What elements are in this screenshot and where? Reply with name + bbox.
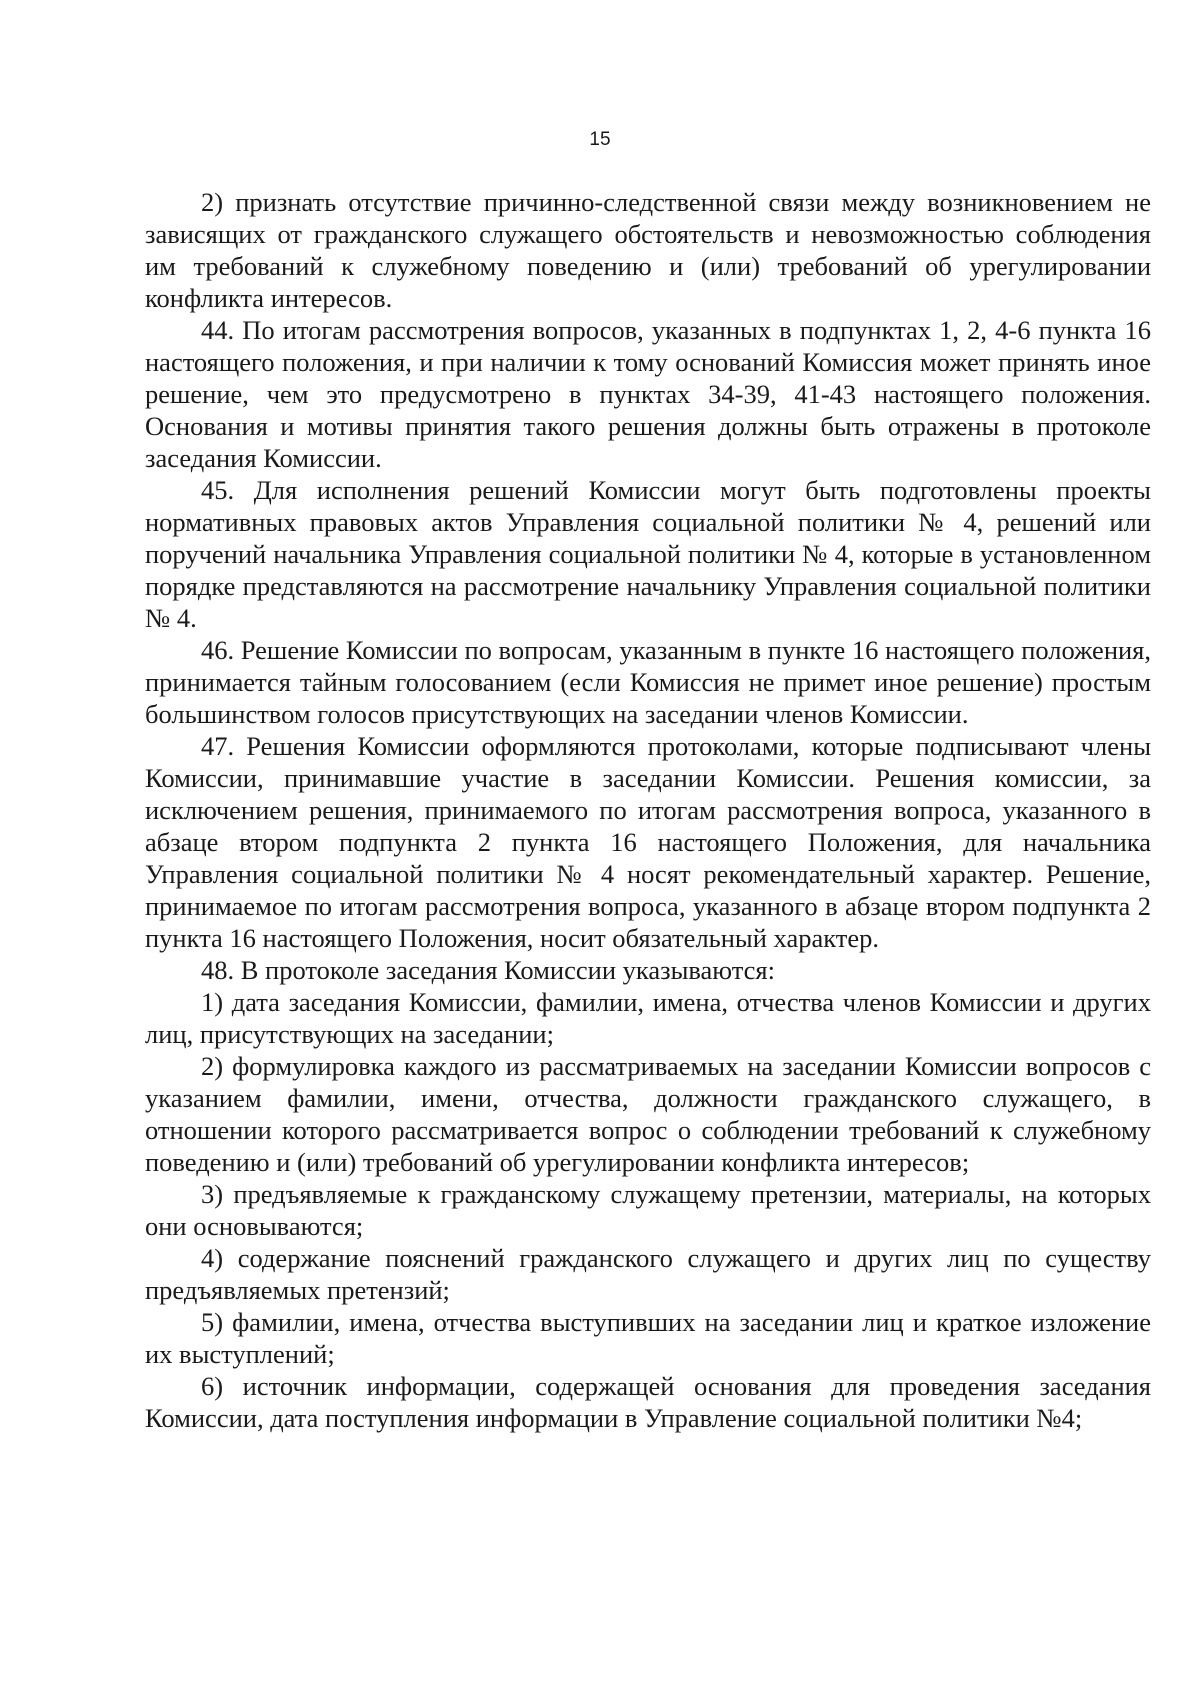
- paragraph-44: 44. По итогам рассмотрения вопросов, указанных в подпунктах 1, 2, 4-6 пункта 16 настоящего положения, и при наличии к тому оснований Комиссия может принять иное решение, чем это предусмотрено в пунктах 34-39, 41-43 настоящего положения. Основания и мотивы принятия такого решения должны быть отражены в протоколе заседания Комиссии.: [145, 315, 1151, 473]
- page-number: 15: [589, 129, 611, 150]
- list-item-2: 2) формулировка каждого из рассматриваемых на заседании Комиссии вопросов с указанием фамилии, имени, отчества, должности гражданского служащего, в отношении которого рассматривается вопрос о соблюдении требований к служебному поведению и (или) требований об урегулировании конфликта интересов;: [145, 1051, 1151, 1177]
- paragraph-48: 48. В протоколе заседания Комиссии указываются:: [201, 955, 775, 985]
- list-item-3: 3) предъявляемые к гражданскому служащему претензии, материалы, на которых они основываются;: [145, 1179, 1151, 1241]
- document-body: [145, 186, 1151, 1434]
- paragraph-subitem-2-conclusion: 2) признать отсутствие причинно-следственной связи между возникновением не зависящих от гражданского служащего обстоятельств и невозможностью соблюдения им требований к служебному поведению и (или) требований об урегулировании конфликта интересов.: [145, 187, 1151, 313]
- paragraph-46: 46. Решение Комиссии по вопросам, указанным в пункте 16 настоящего положения, принимается тайным голосованием (если Комиссия не примет иное решение) простым большинством голосов присутствующих на заседании членов Комиссии.: [145, 635, 1151, 729]
- list-item-1: 1) дата заседания Комиссии, фамилии, имена, отчества членов Комиссии и других лиц, присутствующих на заседании;: [145, 987, 1151, 1049]
- list-item-6: 6) источник информации, содержащей основания для проведения заседания Комиссии, дата поступления информации в Управление социальной политики №4;: [145, 1371, 1151, 1433]
- paragraph-47: 47. Решения Комиссии оформляются протоколами, которые подписывают члены Комиссии, принимавшие участие в заседании Комиссии. Решения комиссии, за исключением решения, принимаемого по итогам рассмотрения вопроса, указанного в абзаце втором подпункта 2 пункта 16 настоящего Положения, для начальника Управления социальной политики № 4 носят рекомендательный характер. Решение, принимаемое по итогам рассмотрения вопроса, указанного в абзаце втором подпункта 2 пункта 16 настоящего Положения, носит обязательный характер.: [145, 731, 1151, 953]
- paragraph-45: 45. Для исполнения решений Комиссии могут быть подготовлены проекты нормативных правовых актов Управления социальной политики № 4, решений или поручений начальника Управления социальной политики № 4, которые в установленном порядке представляются на рассмотрение начальнику Управления социальной политики № 4.: [145, 475, 1151, 633]
- list-item-4: 4) содержание пояснений гражданского служащего и других лиц по существу предъявляемых претензий;: [145, 1243, 1151, 1305]
- list-item-5: 5) фамилии, имена, отчества выступивших на заседании лиц и краткое изложение их выступлений;: [145, 1307, 1151, 1369]
